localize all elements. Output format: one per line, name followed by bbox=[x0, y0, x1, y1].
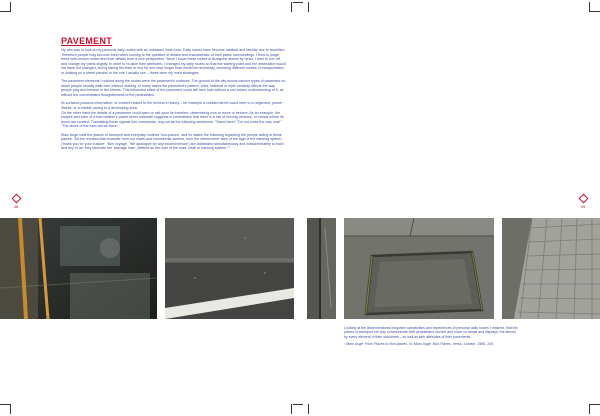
crop-mark bbox=[291, 404, 292, 414]
page-number-left-label: 48 bbox=[13, 204, 19, 209]
crop-mark bbox=[0, 404, 10, 405]
article-body bbox=[61, 48, 286, 155]
crop-mark bbox=[308, 2, 309, 12]
crop-mark bbox=[291, 2, 292, 12]
paragraph: My aim was to look at my personal daily routes with an unbiased, fresh look. Daily routes have become habitual and familiar due to repetition. Therefore people may become blind when coming to the question of details and characteristic of their paths' surroundings. I tried to judge these well-known routes and their details from a new perspective. Since I know these routes in Budapest almost by heart, I tried to turn off and change my paths slightly, in order to re-alize their attributes. I changed my daily routes so that the starting point and the destination would not have not changed, but by taking the tram or bus for one stop longer than would be necessary, choosing different modes of transportation, or walking on a street parallel to the one I usually use – these were my main strategies. bbox=[61, 48, 286, 75]
asphalt-image bbox=[165, 218, 294, 319]
photo-caption bbox=[344, 326, 519, 350]
paragraph: Its surfaces possess information, or content related to the environ's history – for example a cobbled street could refer to a neglected, poorer district, or a marble paving to a developing area. bbox=[61, 101, 283, 111]
page-number-right bbox=[575, 195, 591, 209]
photo-tile-corner bbox=[502, 218, 600, 319]
paragraph: Marc Augé calls the places of transport and everyday routines 'non-places', and he states the following regarding the people acting in these places: "All the remarks that emanate from our roads and commercial centres, from the streetcorner sites of the sign of the banking system ('thank you for your custom', 'Bon voyage', 'We apologize for any inconvenience') are addressed simultaneously and indiscriminately to each and any of us: they fabricate the 'average man', defined as the user of the road, retail or banking system."¹ bbox=[61, 132, 284, 151]
curb-image bbox=[307, 218, 336, 319]
caption-text: Looking at the aforementioned forgotten specificities and experiences of personal daily routes I realized, that the places of transport not only communicate with pedestrians via text and voice on lamps and displays, but almost by every element of their structures – as well as with attributes of their pavements. bbox=[344, 326, 518, 339]
article-title: PAVEMENT bbox=[61, 36, 113, 46]
crop-mark bbox=[590, 11, 600, 12]
crop-mark bbox=[10, 2, 11, 12]
footnote: ¹ Marc Augé: From Places to Non-places. In: Marc Augé: Non-Places. Verso, London, 1995, 100. bbox=[344, 342, 494, 347]
tile-corner-image bbox=[502, 218, 600, 319]
crop-mark bbox=[10, 404, 11, 414]
crop-mark bbox=[293, 404, 303, 405]
crop-mark bbox=[308, 404, 309, 414]
stone-slab-image bbox=[344, 218, 494, 319]
crop-mark bbox=[0, 11, 10, 12]
crop-mark bbox=[589, 404, 590, 414]
crop-mark bbox=[590, 404, 600, 405]
crop-mark bbox=[293, 2, 303, 3]
diamond-icon bbox=[11, 194, 21, 204]
tram-floor-image bbox=[0, 218, 157, 319]
photo-curb-detail bbox=[307, 218, 336, 319]
page-number-right-label: 49 bbox=[580, 204, 586, 209]
paragraph: On the other hand the details of a pavement could warn or call upon its travelers, determining how to move or behave. As an example, the shapes and color of a tram station's paved stone sidewalk suggests to pedestrians that there is a risk of moving vehicles, or shows where its doors are located. Translating these signals into commands, ring out as the following sentences: "Stand here!" "Do not cross the way now!" "The doors of the tram will be there." bbox=[61, 110, 284, 129]
paragraph: The pavement elements I noticed along the routes were the pavement's surfaces. The ground of the city shows various types of pavement on which people usually walk over without noticing. In many cases the pavement's pattern, color, material or style certainly affects the way people play and behave in the streets. This influential effect of the pavement could still take hold without a con-scious understanding of it, as without the concentrated thoughtfulness of the pedestrians. bbox=[61, 79, 286, 97]
page-number-left bbox=[8, 195, 24, 209]
diamond-icon bbox=[578, 194, 588, 204]
photo-asphalt-stripe bbox=[165, 218, 294, 319]
photo-stone-slab bbox=[344, 218, 494, 319]
photo-tram-floor bbox=[0, 218, 157, 319]
